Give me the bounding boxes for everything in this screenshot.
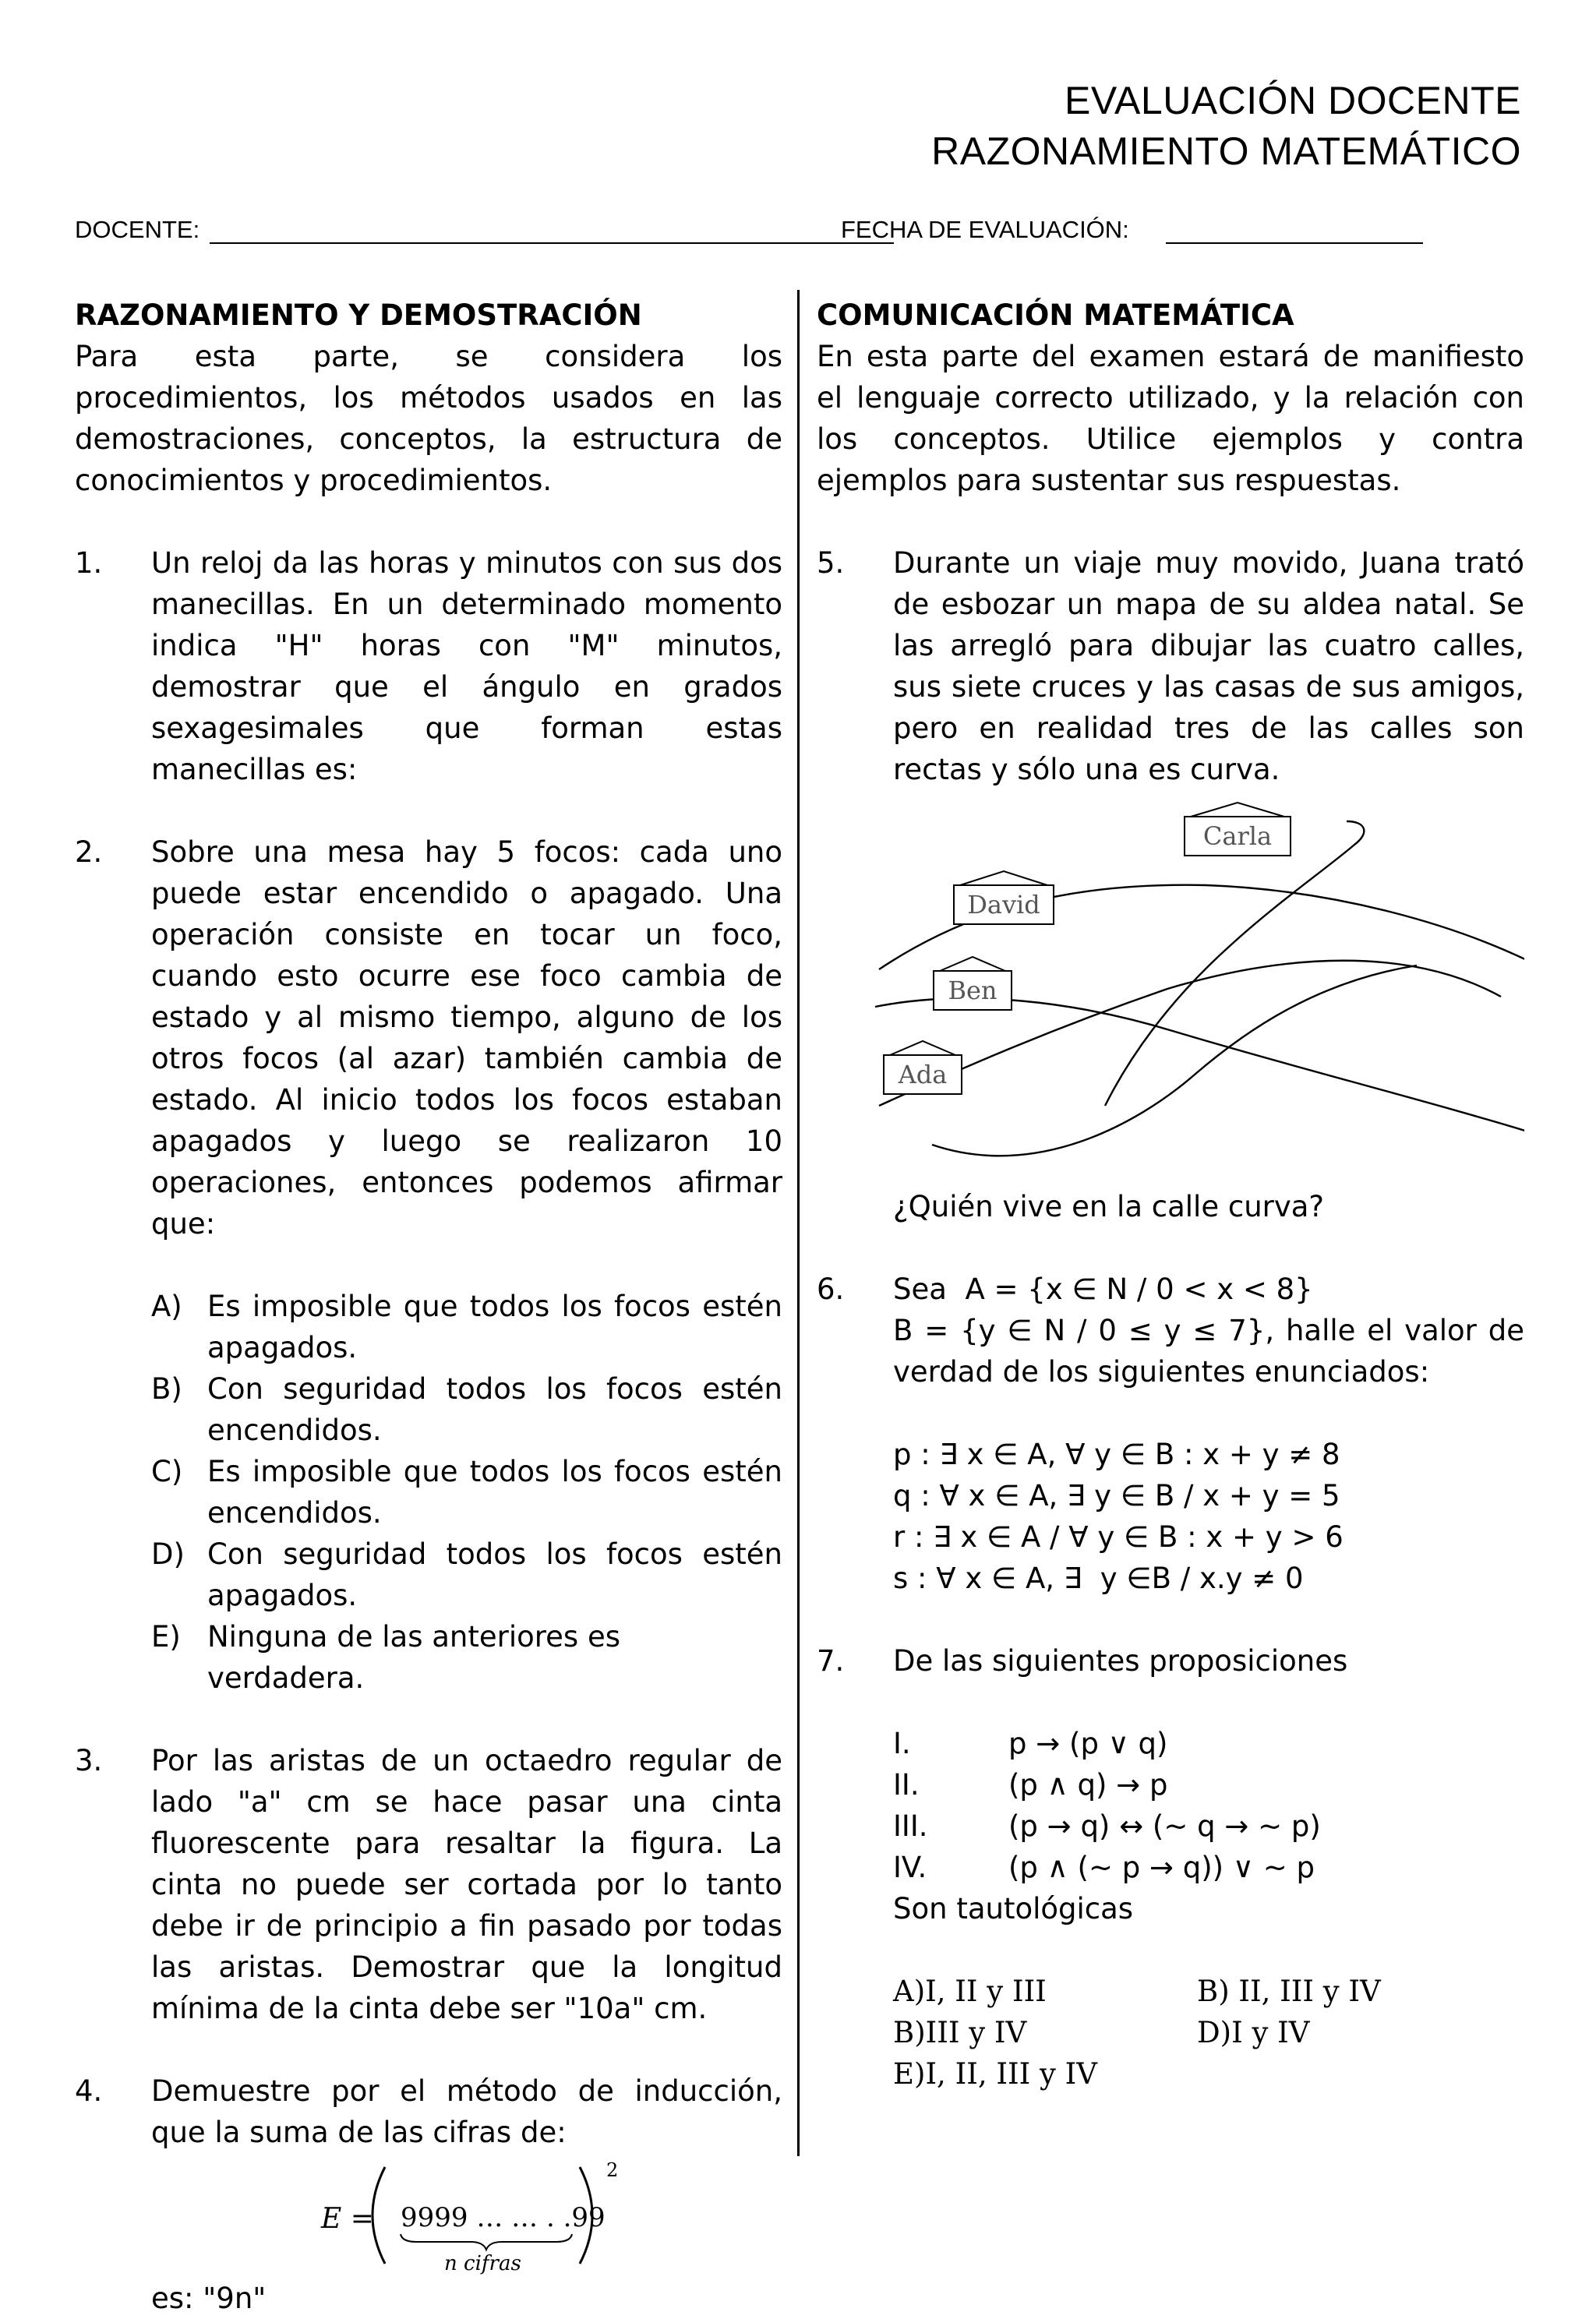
option-d (151, 1534, 782, 1616)
question-4-closing: es: "9n" (151, 2282, 267, 2315)
house-label-david: David (967, 890, 1040, 919)
answer-option: D)I y IV (1197, 2016, 1310, 2049)
proposition-expr: p → (p ∨ q) (1008, 1727, 1168, 1760)
house-carla (1185, 803, 1291, 856)
house-label-carla: Carla (1202, 821, 1273, 851)
question-3 (75, 1740, 782, 2029)
formula-lhs: E = (321, 2203, 374, 2235)
option-text: Con seguridad todos los focos estén encendidos. (207, 1372, 782, 1447)
proposition-label: III. (893, 1809, 928, 1843)
answer-option: B) II, III y IV (1197, 1975, 1381, 2008)
question-7-closing: Son tautológicas (893, 1892, 1134, 1925)
village-map (817, 790, 1524, 1186)
left-paren (373, 2167, 385, 2264)
question-5 (817, 542, 1524, 790)
street-curve-4 (1105, 821, 1364, 1106)
street-curve-2 (875, 998, 1524, 1137)
question-number: 7. (817, 1644, 845, 1678)
option-letter: B) (151, 1372, 182, 1406)
option-letter: C) (151, 1455, 183, 1488)
statement-s: s : ∀ x ∈ A, ∃ y ∈B / x.y ≠ 0 (893, 1562, 1304, 1595)
question-7 (817, 1640, 1524, 2095)
header-fields (75, 216, 1423, 250)
option-a (151, 1286, 782, 1368)
question-text: De las siguientes proposiciones (893, 1644, 1348, 1678)
formula-graphic (151, 2153, 782, 2278)
village-map-graphic (817, 790, 1524, 1186)
proposition-3 (893, 1805, 1524, 1847)
option-letter: A) (151, 1290, 182, 1323)
right-column (817, 295, 1524, 2095)
question-2 (75, 831, 782, 1699)
answer-options (893, 1971, 1524, 2095)
question-text: Un reloj da las horas y minutos con sus dos manecillas. En un determinado momento indica "H" horas con "M" minutos, demostrar que el ángulo en grados sexagesimales que forman estas manecillas es: (151, 546, 782, 786)
proposition-expr: (p ∧ q) → p (1008, 1768, 1168, 1802)
house-ada (884, 1041, 962, 1094)
left-column (75, 295, 782, 2319)
statement-p: p : ∃ x ∈ A, ∀ y ∈ B : x + y ≠ 8 (893, 1438, 1340, 1471)
proposition-expr: (p → q) ↔ (~ q → ~ p) (1008, 1809, 1321, 1843)
house-david (954, 871, 1054, 924)
option-text: Es imposible que todos los focos estén encendidos. (207, 1455, 782, 1530)
option-text: Es imposible que todos los focos estén apagados. (207, 1290, 782, 1364)
option-text: Con seguridad todos los focos estén apagados. (207, 1537, 782, 1612)
proposition-label: II. (893, 1768, 920, 1802)
fecha-label: FECHA DE EVALUACIÓN: (841, 216, 1129, 243)
option-letter: D) (151, 1537, 185, 1571)
option-text: Ninguna de las anteriores es verdadera. (207, 1620, 620, 1695)
formula (151, 2153, 782, 2278)
statement-r: r : ∃ x ∈ A / ∀ y ∈ B : x + y > 6 (893, 1520, 1344, 1554)
section-intro-left: Para esta parte, se considera los procedimientos, los métodos usados en las demostraciones, conceptos, la estructura de conocimientos y procedimientos. (75, 340, 782, 497)
section-intro-right: En esta parte del examen estará de manifiesto el lenguaje correcto utilizado, y la relación con los conceptos. Utilice ejemplos y contra ejemplos para sustentar sus respuestas. (817, 340, 1524, 497)
option-b (151, 1368, 782, 1451)
option-letter: E) (151, 1620, 181, 1654)
question-number: 4. (75, 2074, 103, 2108)
question-text: Durante un viaje muy movido, Juana trató de esbozar un mapa de su aldea natal. Se las arregló para dibujar las cuatro calles, sus siete cruces y las casas de sus amigos, pero en realidad tres de las calles son rectas y sólo una es curva. (893, 546, 1524, 786)
question-number: 1. (75, 546, 103, 580)
house-label-ada: Ada (898, 1060, 948, 1089)
section-title-razonamiento: RAZONAMIENTO Y DEMOSTRACIÓN (75, 298, 642, 332)
set-a-definition: Sea A = {x ∈ N / 0 < x < 8} (893, 1272, 1313, 1306)
house-label-ben: Ben (948, 976, 998, 1005)
option-c (151, 1451, 782, 1534)
title-line-1: EVALUACIÓN DOCENTE (1065, 79, 1521, 122)
option-e (151, 1616, 782, 1699)
answer-option: A)I, II y III (893, 1975, 1047, 2008)
question-4 (75, 2070, 782, 2278)
proposition-expr: (p ∧ (~ p → q)) ∨ ~ p (1008, 1851, 1315, 1884)
question-number: 6. (817, 1272, 845, 1306)
question-text: Por las aristas de un octaedro regular de lado "a" cm se hace pasar una cinta fluorescente para resaltar la figura. La cinta no puede ser cortada por lo tanto debe ir de principio a fin pasado por todas las aristas. Demostrar que la longitud mínima de la cinta debe ser "10a" cm. (151, 1744, 782, 2025)
proposition-label: IV. (893, 1851, 927, 1884)
proposition-2 (893, 1764, 1524, 1805)
question-text: Demuestre por el método de inducción, que la suma de las cifras de: (151, 2074, 782, 2149)
section-title-comunicacion: COMUNICACIÓN MATEMÁTICA (817, 298, 1294, 332)
set-b-definition: B = {y ∈ N / 0 ≤ y ≤ 7}, halle el valor de verdad de los siguientes enunciados: (893, 1314, 1524, 1389)
answer-option: B)III y IV (893, 2016, 1027, 2049)
formula-digits: 9999 … … . .99 (401, 2202, 606, 2233)
question-text: Sobre una mesa hay 5 focos: cada uno puede estar encendido o apagado. Una operación consiste en tocar un foco, cuando esto ocurre ese foco cambia de estado y al mismo tiempo, alguno de los otros focos (al azar) también cambia de estado. Al inicio todos los focos estaban apagados y luego se realizaron 10 operaciones, entonces podemos afirmar que: (151, 835, 782, 1241)
proposition-label: I. (893, 1727, 911, 1760)
underbrace (401, 2234, 572, 2250)
formula-under: n cifras (444, 2252, 521, 2275)
proposition-4 (893, 1847, 1524, 1888)
house-ben (934, 957, 1012, 1010)
question-number: 2. (75, 835, 103, 869)
proposition-1 (893, 1723, 1524, 1764)
question-5-prompt: ¿Quién vive en la calle curva? (893, 1190, 1325, 1223)
statement-q: q : ∀ x ∈ A, ∃ y ∈ B / x + y = 5 (893, 1479, 1340, 1512)
column-divider (797, 290, 800, 2156)
fecha-field[interactable] (1166, 242, 1423, 244)
docente-field[interactable] (210, 242, 894, 244)
title-line-2: RAZONAMIENTO MATEMÁTICO (931, 129, 1521, 173)
question-6 (817, 1269, 1524, 1599)
answer-option: E)I, II, III y IV (893, 2057, 1097, 2091)
question-1 (75, 542, 782, 790)
question-number: 3. (75, 1744, 103, 1777)
formula-exponent: 2 (606, 2159, 619, 2181)
docente-label: DOCENTE: (75, 216, 200, 243)
question-number: 5. (817, 546, 845, 580)
